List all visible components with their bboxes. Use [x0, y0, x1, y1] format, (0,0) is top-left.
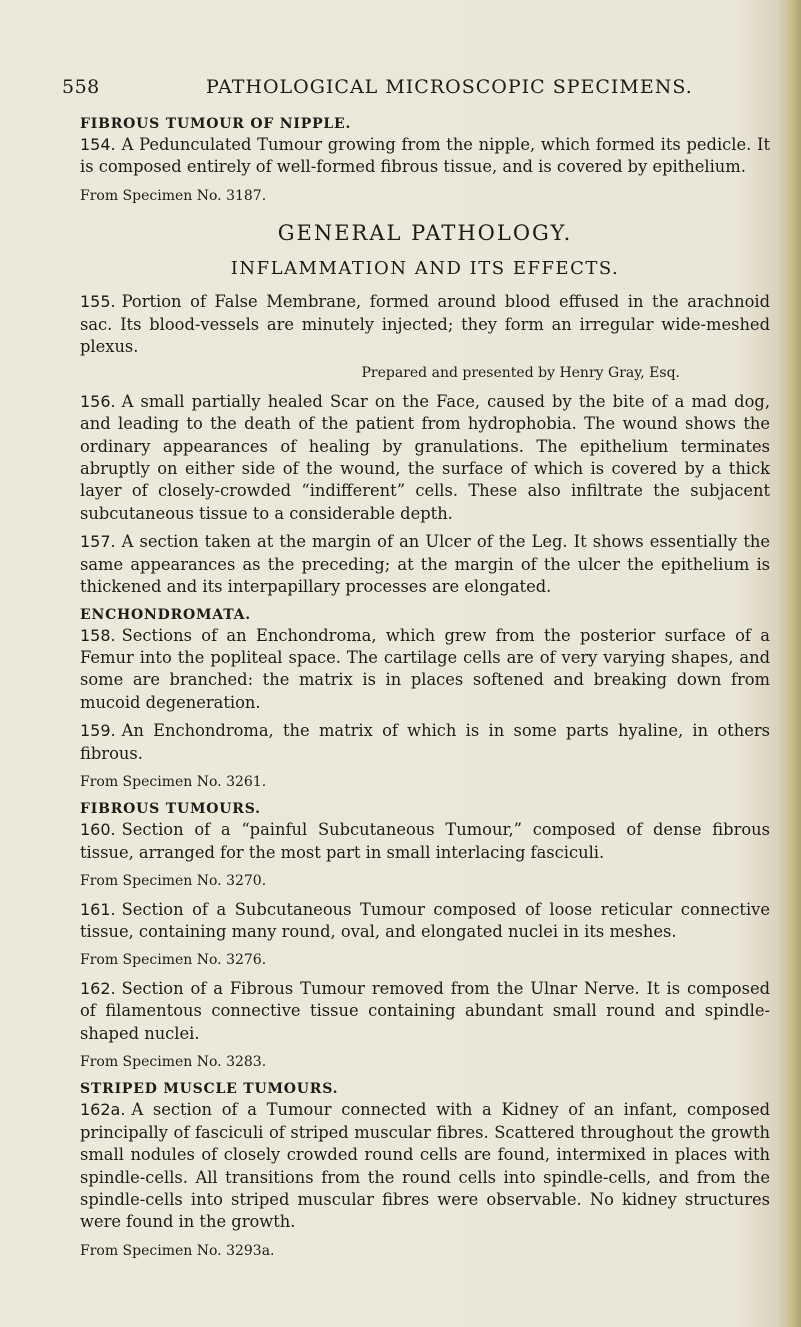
entry-number: 160. [80, 820, 116, 840]
entry-number: 158. [80, 625, 116, 645]
entry-text: Section of a “painful Subcutaneous Tumour,” composed of dense fibrous tissue, arranged for the most part in small interlacing fasciculi. [80, 820, 770, 862]
entry-text: A small partially healed Scar on the Face, caused by the bite of a mad dog, and leading to the death of the patient from hydrophobia. The wound shows the ordinary appearances of healing by granulations. The epithelium terminates abruptly on either side of the wound, the surface of which is covered by a thick layer of closely-crowded “indifferent” cells. These also infiltrate the subjacent subcutaneous tissue to a considerable depth. [80, 391, 770, 523]
entry-number: 155. [80, 292, 116, 312]
general-pathology-heading: GENERAL PATHOLOGY. [277, 221, 573, 246]
entry-155 [80, 291, 770, 358]
entry-text: Sections of an Enchondroma, which grew from the posterior surface of a Femur into the popliteal space. The cartilage cells are of very varying shapes, and some are branched: the matrix is in places softened and breaking down from mucoid degeneration. [80, 625, 770, 712]
running-title: PATHOLOGICAL MICROSCOPIC SPECIMENS. [206, 76, 693, 98]
section-heading-enchondromata: ENCHONDROMATA. [80, 606, 251, 623]
section-heading-fibrous-tumours: FIBROUS TUMOURS. [80, 801, 261, 818]
specimen-source: From Specimen No. 3293a. [80, 1242, 275, 1259]
entry-text: An Enchondroma, the matrix of which is in some parts hyaline, in others fibrous. [80, 721, 770, 763]
entry-159 [80, 720, 770, 765]
entry-number: 154. [80, 135, 116, 154]
entry-text: A section of a Tumour connected with a Kidney of an infant, composed principally of fasciculi of striped muscular fibres. Scattered throughout the growth small nodules of closely crowded round cells are found, intermixed in places with spindle-cells. All transitions from the round cells into spindle-cells, and from the spindle-cells into striped muscular fibres were observable. No kidney structures were found in the growth. [80, 1100, 770, 1232]
entry-number: 159. [80, 721, 116, 741]
prepared-by: Prepared and presented by Henry Gray, Esq. [361, 365, 680, 382]
running-header [62, 76, 734, 100]
entry-161 [80, 899, 770, 944]
specimen-source: From Specimen No. 3283. [80, 1054, 267, 1070]
entry-number: 162a. [80, 1100, 126, 1120]
specimen-source: From Specimen No. 3276. [80, 952, 267, 969]
entry-157 [80, 531, 770, 598]
entry-text: A section taken at the margin of an Ulcer of the Leg. It shows essentially the same appearances as the preceding; at the margin of the ulcer the epithelium is thickened and its interpapillary processes are elongated. [80, 532, 770, 597]
entry-154 [80, 134, 770, 179]
specimen-source: From Specimen No. 3187. [80, 187, 267, 204]
page-number: 558 [62, 76, 100, 98]
entry-text: Portion of False Membrane, formed around blood effused in the arachnoid sac. Its blood-vessels are minutely injected; they form an irregular wide-meshed plexus. [80, 292, 770, 357]
entry-text: Section of a Fibrous Tumour removed from the Ulnar Nerve. It is composed of filamentous connective tissue containing abundant small round and spindle-shaped nuclei. [80, 978, 770, 1043]
specimen-source: From Specimen No. 3261. [80, 773, 267, 790]
page-edge-shadow [779, 0, 801, 1327]
entry-text: Section of a Subcutaneous Tumour composed of loose reticular connective tissue, containing many round, oval, and elongated nuclei in its meshes. [80, 899, 770, 941]
entry-158 [80, 625, 770, 715]
entry-156 [80, 391, 770, 525]
inflammation-heading: INFLAMMATION AND ITS EFFECTS. [230, 258, 620, 280]
section-heading-striped-muscle: STRIPED MUSCLE TUMOURS. [80, 1081, 339, 1098]
entry-162a [80, 1099, 770, 1233]
entry-162 [80, 978, 770, 1045]
entry-text: A Pedunculated Tumour growing from the nipple, which formed its pedicle. It is composed entirely of well-formed fibrous tissue, and is covered by epithelium. [80, 135, 770, 177]
specimen-source: From Specimen No. 3270. [80, 873, 267, 890]
entry-number: 161. [80, 899, 116, 919]
entry-160 [80, 819, 770, 864]
entry-number: 156. [80, 391, 116, 411]
entry-number: 162. [80, 978, 116, 998]
page-content [80, 114, 770, 1268]
section-heading-fibrous-nipple: FIBROUS TUMOUR OF NIPPLE. [80, 116, 352, 132]
entry-number: 157. [80, 532, 116, 552]
